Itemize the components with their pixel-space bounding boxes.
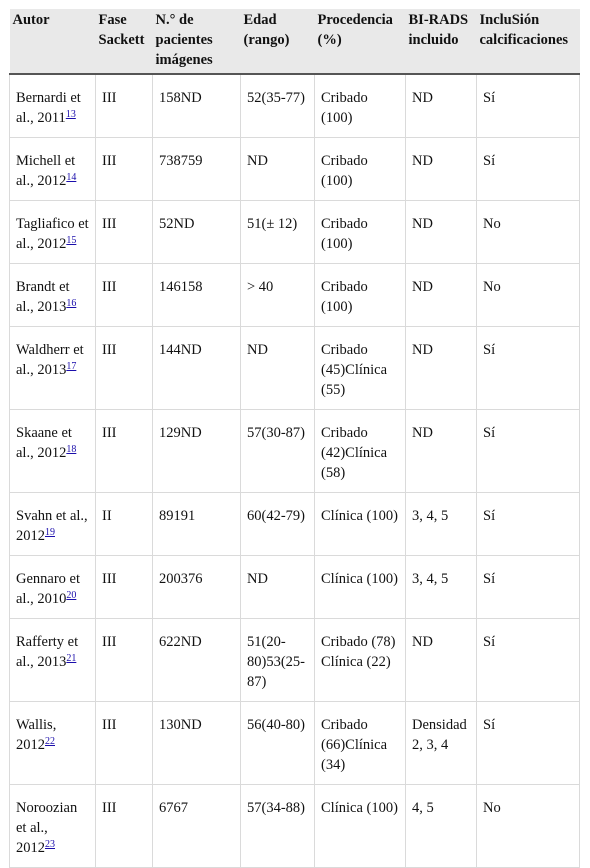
cell-calcificaciones: Sí (477, 493, 580, 556)
cell-fase: III (96, 619, 153, 702)
cell-calcificaciones: No (477, 201, 580, 264)
table-row (10, 556, 580, 619)
author-name: Bernardi et al., 2011 (16, 90, 81, 126)
cell-fase: III (96, 556, 153, 619)
cell-procedencia: Cribado (66)Clínica (34) (315, 702, 406, 785)
cell-edad: ND (241, 327, 315, 410)
cell-edad: ND (241, 556, 315, 619)
cell-edad: 57(34-88) (241, 785, 315, 868)
cell-n-pacientes: 738759 (153, 138, 241, 201)
cell-autor (10, 785, 96, 868)
cell-autor (10, 201, 96, 264)
reference-link[interactable]: 14 (66, 172, 77, 183)
cell-autor (10, 138, 96, 201)
header-birads: BI-RADS incluido (406, 9, 477, 74)
cell-fase: II (96, 493, 153, 556)
cell-edad: 51(± 12) (241, 201, 315, 264)
table-row (10, 327, 580, 410)
author-name: Skaane et al., 2012 (16, 425, 72, 461)
cell-calcificaciones: Sí (477, 702, 580, 785)
cell-edad: 52(35-77) (241, 74, 315, 138)
author-name: Waldherr et al., 2013 (16, 342, 84, 378)
cell-calcificaciones: Sí (477, 74, 580, 138)
author-name: Tagliafico et al., 2012 (16, 216, 89, 252)
header-edad: Edad (rango) (241, 9, 315, 74)
reference-link[interactable]: 20 (66, 590, 77, 601)
reference-link[interactable]: 16 (66, 298, 77, 309)
cell-birads: ND (406, 201, 477, 264)
cell-calcificaciones: No (477, 264, 580, 327)
cell-birads: 3, 4, 5 (406, 493, 477, 556)
cell-fase: III (96, 410, 153, 493)
reference-link[interactable]: 19 (45, 527, 55, 538)
cell-fase: III (96, 327, 153, 410)
cell-procedencia: Cribado (100) (315, 264, 406, 327)
cell-birads: ND (406, 410, 477, 493)
table-row (10, 493, 580, 556)
author-name: Brandt et al., 2013 (16, 279, 70, 315)
cell-n-pacientes: 6767 (153, 785, 241, 868)
header-procedencia: Procedencia (%) (315, 9, 406, 74)
table-header (10, 9, 580, 74)
cell-edad: ND (241, 138, 315, 201)
cell-birads: 4, 5 (406, 785, 477, 868)
cell-procedencia: Cribado (100) (315, 138, 406, 201)
cell-n-pacientes: 146158 (153, 264, 241, 327)
author-name: Wallis, 2012 (16, 717, 57, 753)
cell-birads: ND (406, 327, 477, 410)
cell-n-pacientes: 158ND (153, 74, 241, 138)
cell-n-pacientes: 89191 (153, 493, 241, 556)
author-name: Rafferty et al., 2013 (16, 634, 79, 670)
table-row (10, 619, 580, 702)
cell-n-pacientes: 129ND (153, 410, 241, 493)
cell-n-pacientes: 622ND (153, 619, 241, 702)
table-body (10, 74, 580, 868)
cell-birads: Densidad 2, 3, 4 (406, 702, 477, 785)
reference-link[interactable]: 17 (66, 361, 77, 372)
cell-procedencia: Clínica (100) (315, 493, 406, 556)
cell-procedencia: Cribado (100) (315, 201, 406, 264)
cell-birads: ND (406, 74, 477, 138)
cell-birads: ND (406, 619, 477, 702)
cell-autor (10, 702, 96, 785)
header-calcificaciones: IncluSión calcificaciones (477, 9, 580, 74)
cell-fase: III (96, 702, 153, 785)
table-row (10, 702, 580, 785)
author-name: Noroozian et al., 2012 (16, 800, 78, 856)
cell-fase: III (96, 201, 153, 264)
cell-procedencia: Cribado (100) (315, 74, 406, 138)
header-row (10, 9, 580, 74)
cell-n-pacientes: 130ND (153, 702, 241, 785)
cell-edad: 60(42-79) (241, 493, 315, 556)
cell-autor (10, 327, 96, 410)
cell-calcificaciones: No (477, 785, 580, 868)
cell-edad: 57(30-87) (241, 410, 315, 493)
cell-fase: III (96, 138, 153, 201)
cell-procedencia: Clínica (100) (315, 556, 406, 619)
cell-autor (10, 74, 96, 138)
header-autor: Autor (10, 9, 96, 74)
cell-calcificaciones: Sí (477, 556, 580, 619)
studies-table (9, 9, 580, 868)
cell-fase: III (96, 74, 153, 138)
cell-n-pacientes: 52ND (153, 201, 241, 264)
cell-n-pacientes: 144ND (153, 327, 241, 410)
cell-edad: > 40 (241, 264, 315, 327)
reference-link[interactable]: 21 (66, 653, 77, 664)
cell-edad: 56(40-80) (241, 702, 315, 785)
cell-calcificaciones: Sí (477, 619, 580, 702)
cell-procedencia: Cribado (45)Clínica (55) (315, 327, 406, 410)
cell-procedencia: Cribado (42)Clínica (58) (315, 410, 406, 493)
cell-autor (10, 619, 96, 702)
cell-autor (10, 264, 96, 327)
header-n-pacientes: N.° de pacientes imágenes (153, 9, 241, 74)
table-row (10, 264, 580, 327)
cell-autor (10, 493, 96, 556)
table-row (10, 138, 580, 201)
table-row (10, 74, 580, 138)
cell-autor (10, 410, 96, 493)
author-name: Gennaro et al., 2010 (16, 571, 81, 607)
reference-link[interactable]: 23 (45, 839, 55, 850)
table-row (10, 785, 580, 868)
cell-calcificaciones: Sí (477, 138, 580, 201)
reference-link[interactable]: 22 (45, 736, 55, 747)
cell-n-pacientes: 200376 (153, 556, 241, 619)
cell-autor (10, 556, 96, 619)
cell-fase: III (96, 785, 153, 868)
cell-birads: ND (406, 138, 477, 201)
reference-link[interactable]: 15 (66, 235, 77, 246)
cell-calcificaciones: Sí (477, 327, 580, 410)
cell-birads: 3, 4, 5 (406, 556, 477, 619)
header-fase: Fase Sackett (96, 9, 153, 74)
table-row (10, 410, 580, 493)
cell-procedencia: Cribado (78) Clínica (22) (315, 619, 406, 702)
cell-procedencia: Clínica (100) (315, 785, 406, 868)
cell-fase: III (96, 264, 153, 327)
table-row (10, 201, 580, 264)
author-name: Michell et al., 2012 (16, 153, 76, 189)
cell-birads: ND (406, 264, 477, 327)
author-name: Svahn et al., 2012 (16, 508, 88, 544)
reference-link[interactable]: 18 (66, 444, 77, 455)
cell-calcificaciones: Sí (477, 410, 580, 493)
reference-link[interactable]: 13 (65, 109, 76, 120)
cell-edad: 51(20-80)53(25-87) (241, 619, 315, 702)
